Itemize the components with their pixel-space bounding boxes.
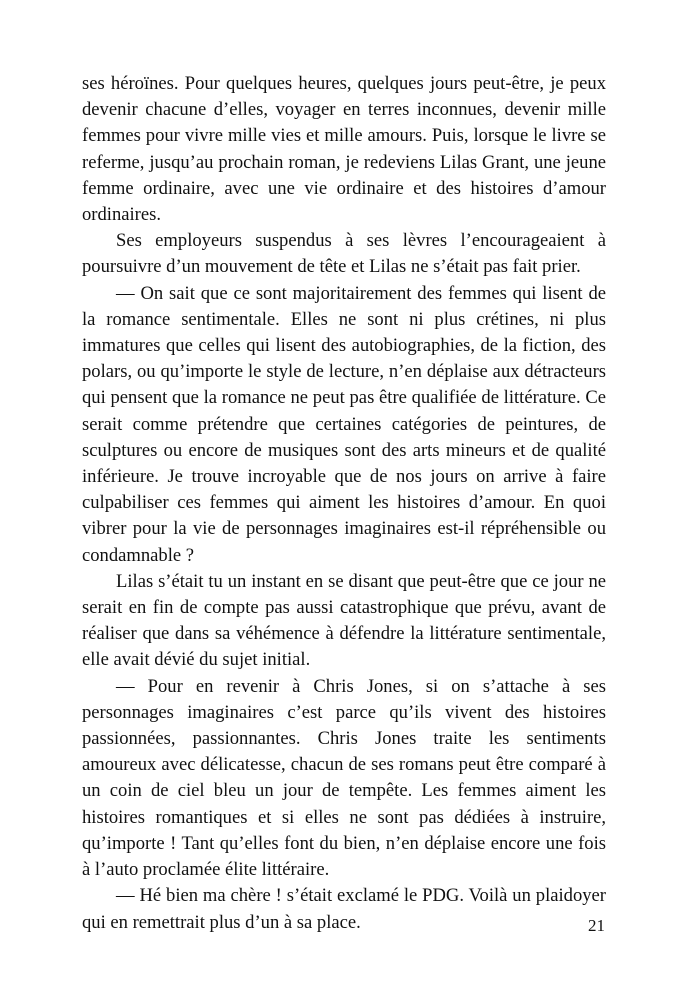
body-text: [82, 71, 606, 936]
paragraph-1: ses héroïnes. Pour quelques heures, quelques jours peut-être, je peux devenir chacune d’elles, voyager en terres inconnues, devenir mille femmes pour vivre mille vies et mille amours. Puis, lorsque le livre se referme, jusqu’au prochain roman, je redeviens Lilas Grant, une jeune femme ordinaire, avec une vie ordinaire et des histoires d’amour ordinaires.: [82, 73, 606, 226]
paragraph-2: Ses employeurs suspendus à ses lèvres l’encourageaient à poursuivre d’un mouvement de tête et Lilas ne s’était pas fait prier.: [82, 230, 606, 278]
paragraph-6: — Hé bien ma chère ! s’était exclamé le PDG. Voilà un plaidoyer qui en remettrait plus d’un à sa place.: [82, 885, 606, 933]
paragraph-4: Lilas s’était tu un instant en se disant que peut-être que ce jour ne serait en fin de compte pas aussi catastrophique que prévu, avant de réaliser que dans sa véhémence à défendre la littérature sentimentale, elle avait dévié du sujet initial.: [82, 570, 606, 671]
paragraph-3: — On sait que ce sont majoritairement des femmes qui lisent de la romance sentimentale. Elles ne sont ni plus crétines, ni plus immatures que celles qui lisent des autobiographies, de la fiction, des polars, ou qu’importe le style de lecture, n’en déplaise aux détracteurs qui pensent que la romance ne peut pas être qualifiée de littérature. Ce serait comme prétendre que certaines catégories de peintures, de sculptures ou encore de musiques sont des arts mineurs et de qualité inférieure. Je trouve incroyable que de nos jours on arrive à faire culpabiliser ces femmes qui aiment les histoires d’amour. En quoi vibrer pour la vie de personnages imaginaires est-il répréhensible ou condamnable ?: [82, 282, 606, 566]
paragraph-5: — Pour en revenir à Chris Jones, si on s’attache à ses personnages imaginaires c’est parce qu’ils vivent des histoires passionnées, passionnantes. Chris Jones traite les sentiments amoureux avec délicatesse, chacun de ses romans peut être comparé à un coin de ciel bleu un jour de tempête. Les femmes aiment les histoires romantiques et si elles ne sont pas dédiées à instruire, qu’importe ! Tant qu’elles font du bien, n’en déplaise encore une fois à l’auto proclamée élite littéraire.: [82, 675, 606, 881]
page-number: 21: [588, 916, 605, 935]
